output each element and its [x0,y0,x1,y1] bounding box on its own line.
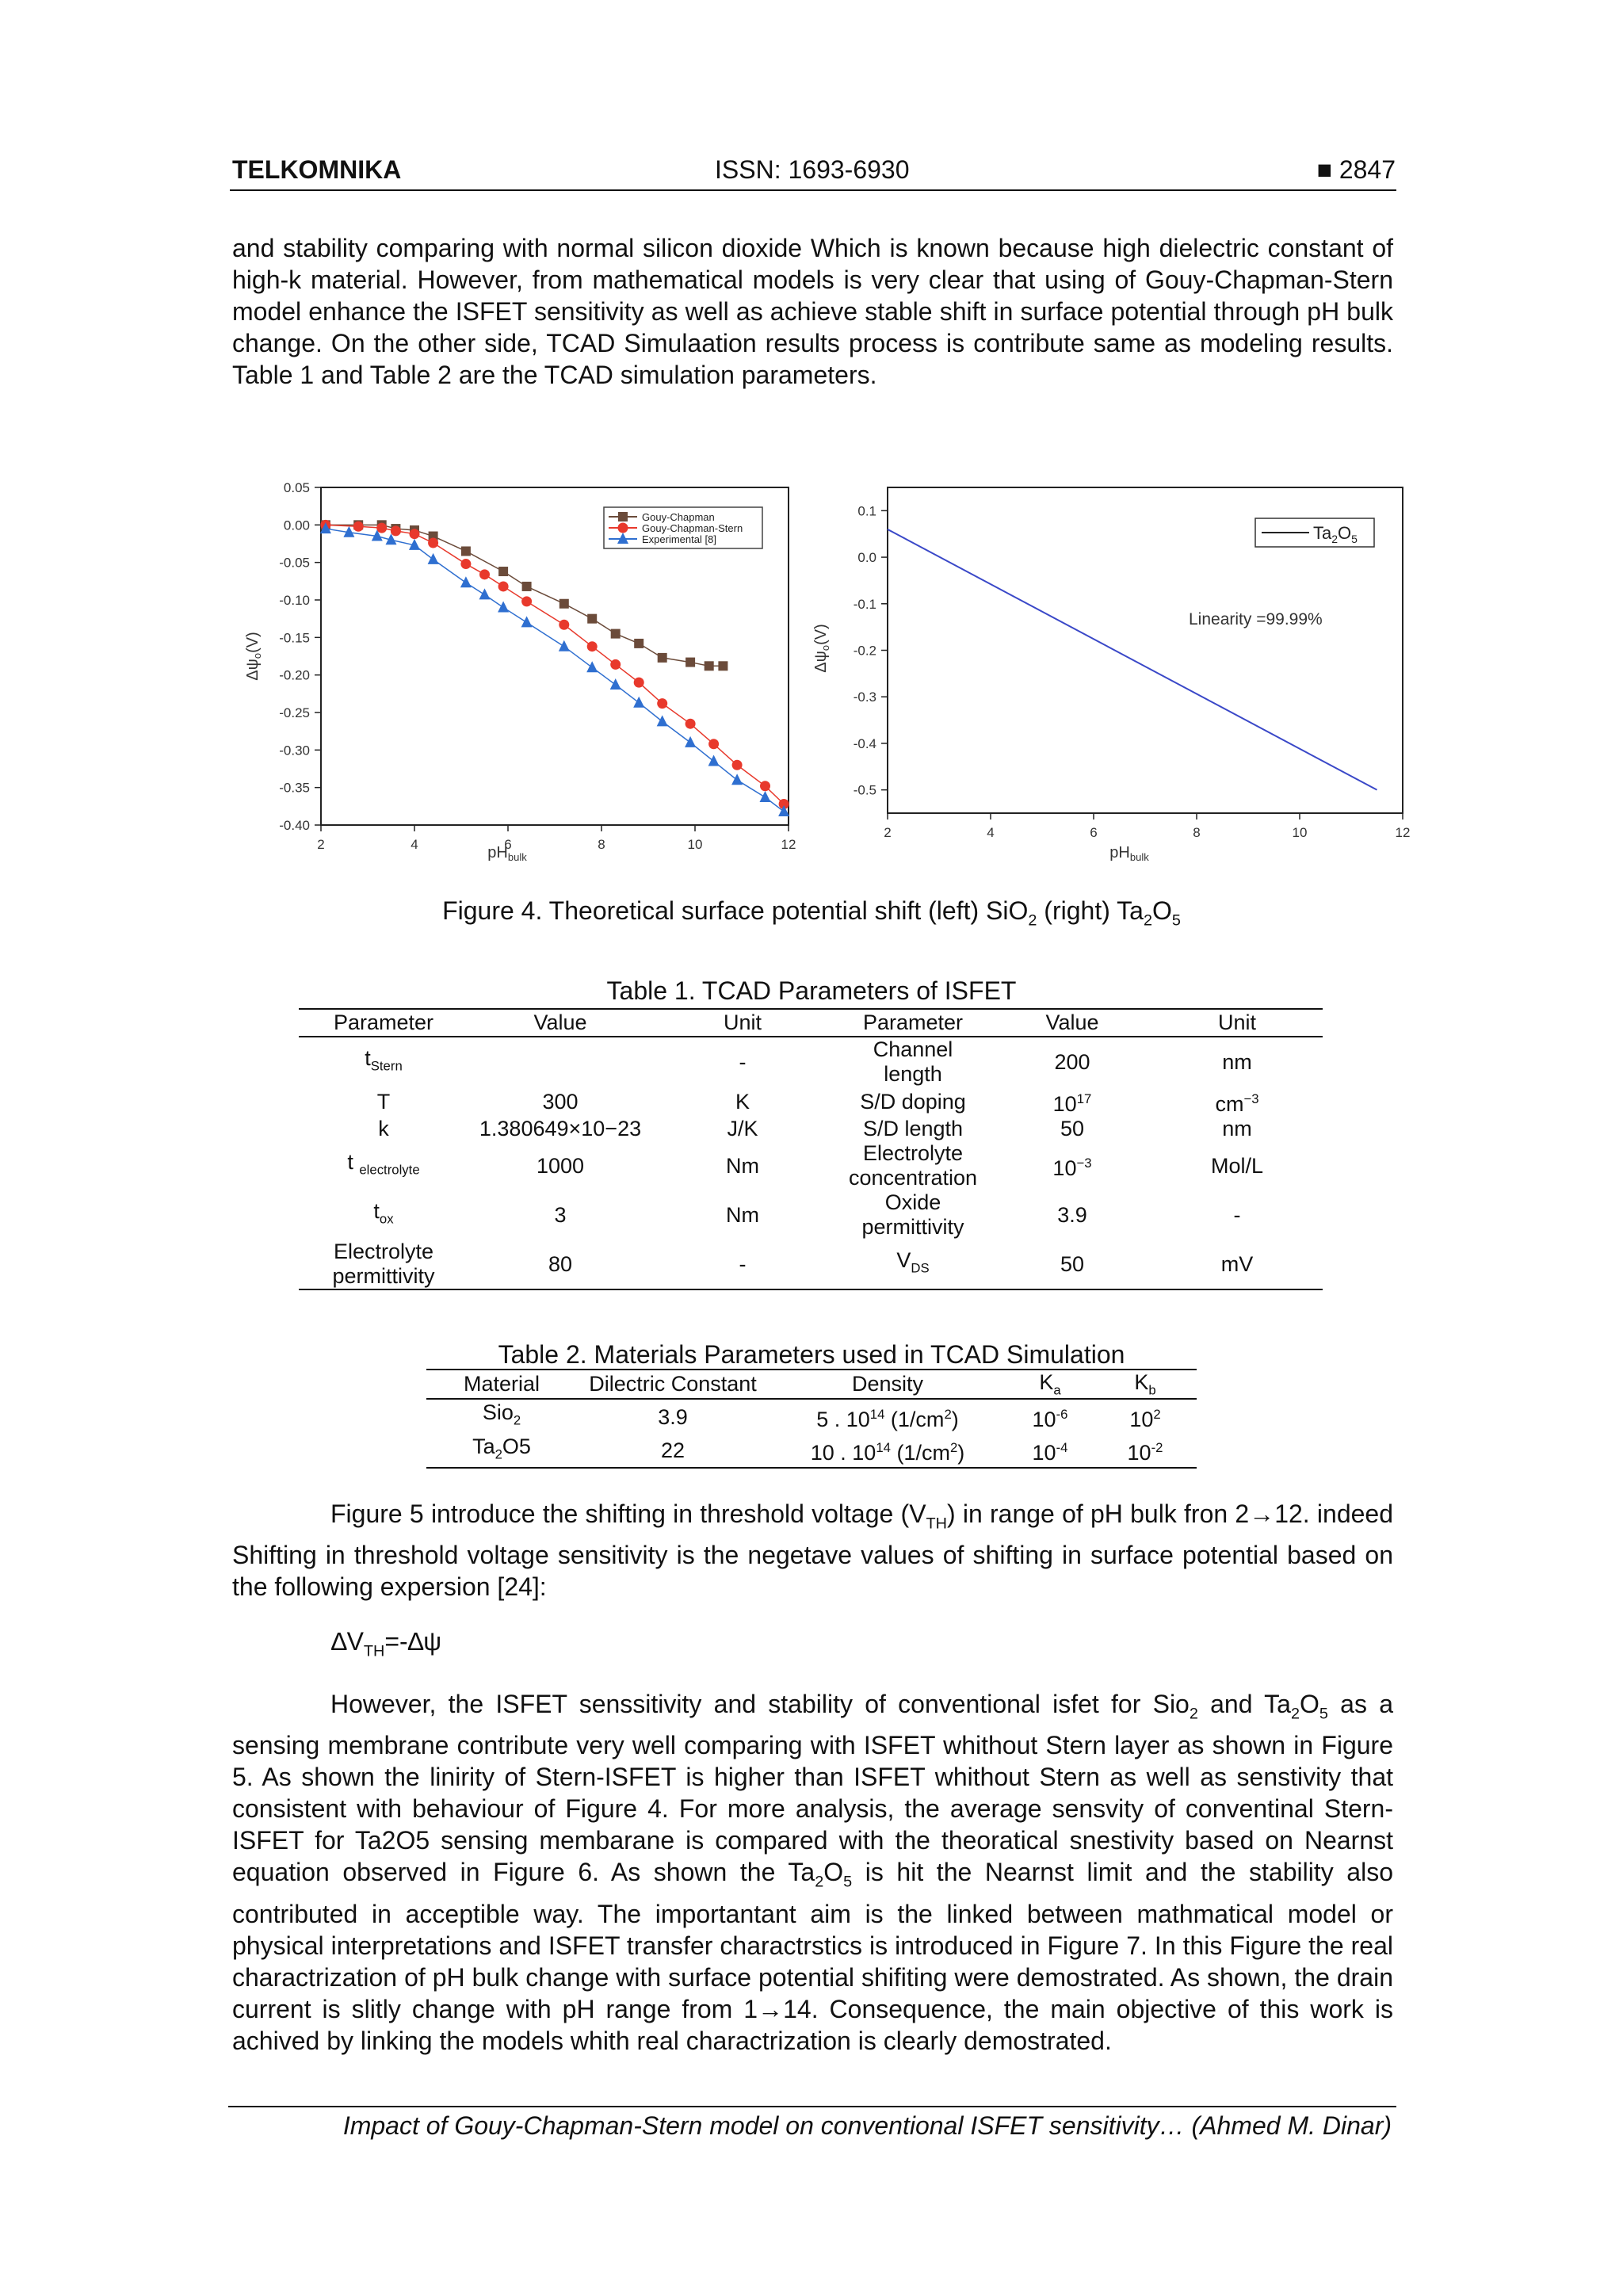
table-cell: - [739,1049,747,1074]
footer-rule [228,2106,1396,2107]
legend [604,507,762,548]
y-tick-label: 0.05 [283,480,310,495]
y-tick-label: -0.20 [279,667,310,683]
data-point-gouy-chapman [461,546,471,556]
header-rule [230,189,1396,191]
x-tick-label: 12 [781,837,796,852]
data-point-experimental-8 [731,774,743,785]
table-cell: $10^{-6}$ [1032,1406,1068,1431]
data-point-gouy-chapman-stern [587,641,598,651]
table-header: Value [468,1009,652,1037]
chart-sio2 [238,476,808,880]
table-cell: S/D doping [860,1089,966,1114]
table-cell: 50 [1060,1117,1085,1140]
table-cell: K [735,1089,750,1114]
y-tick-label: -0.40 [279,818,310,833]
table-cell: $V_{DS}$ [833,1240,993,1289]
table-cell: 200 [1054,1049,1090,1074]
data-point-gouy-chapman-stern [732,760,743,770]
x-tick-label: 2 [317,837,325,852]
table-cell [468,1037,652,1087]
y-tick-label: -0.10 [279,593,310,608]
table-row [426,1434,1197,1468]
data-point-gouy-chapman-stern [657,698,667,709]
legend-marker-gouy-chapman [618,512,628,521]
x-axis-label: $pH_{bulk}$ [487,844,527,863]
series-line-ta [888,529,1377,790]
table-cell: Electrolyte concentration [848,1141,978,1190]
body-paragraph-2: Figure 5 introduce the shifting in threshold voltage $(V_{TH})$ in range of pH bulk fron 2→12. indeed Shifting in threshold voltage sensitivity is the negetave values of shifting in surface potential based on the following expersion [24]: [232,1499,1393,1602]
y-tick-label: 0.0 [857,550,876,566]
table-header: Density [769,1370,1006,1399]
data-point-experimental-8 [460,576,472,587]
data-point-gouy-chapman-stern [410,529,420,539]
table-cell: Electrolyte permittivity [299,1240,468,1289]
table-cell: $10^{-4}$ [1006,1434,1094,1468]
table-header: Material [426,1370,577,1399]
table-cell: Nm [726,1153,759,1178]
table-cell: $t_{Stern}$ [365,1045,403,1074]
data-point-gouy-chapman-stern [460,559,471,569]
data-point-gouy-chapman [705,661,714,670]
data-point-gouy-chapman [634,639,643,648]
table-cell: Mol/L [1210,1153,1264,1178]
table-header: Unit [1151,1009,1323,1037]
table1-caption: Table 1. TCAD Parameters of ISFET [606,976,1017,1005]
chart-ta2o5 [808,476,1419,880]
data-point-gouy-chapman-stern [760,781,770,791]
x-tick-label: 8 [598,837,605,852]
table-cell: $t_{ox}$ [373,1198,394,1227]
body-paragraph-3: However, the ISFET senssitivity and stability of conventional isfet for Sio$_2$ and $Ta_2O_5$ as a sensing membrane contribute very well comparing with ISFET whithout Stern layer as shown in Figure 5. As shown the linirity of Stern-ISFET is higher than ISFET whithout Stern as well as senstivity that consistent with behaviour of Figure 4. For more analysis, the average sensvity of conventinal Stern-ISFET for Ta2O5 sensing membarane is compared with the theoratical snestivity based on Nearnst equation observed in Figure 6. As shown the $Ta_2O_5$ is hit the Nearnst limit and the stability also contributed in acceptible way. The importantant aim is the linked between mathmatical model or physical interpretations and ISFET transfer charactrstics is introduced in Figure 7. In this Figure the real charactrization of pH bulk change with surface potential shifiting were demostrated. As shown, the drain current is slitly change with pH range from 1→14. Consequence, the main objective of this work is achived by linking the models whith real charactrization is clearly demostrated. [232,1690,1394,2055]
data-point-gouy-chapman-stern [391,525,401,536]
table-row [299,1240,1323,1289]
table-header: Value [993,1009,1151,1037]
table-row [426,1399,1197,1433]
y-axis-label: $\Delta\psi_o(V)$ [812,624,831,673]
data-point-experimental-8 [685,736,696,747]
legend-marker-gouy-chapman-stern [618,523,628,533]
data-point-experimental-8 [559,640,570,651]
table-cell: T [376,1089,391,1114]
table-cell: $10^2$ [1129,1406,1161,1431]
data-point-experimental-8 [633,697,644,708]
table-cell: 50 [993,1240,1151,1289]
data-point-experimental-8 [498,601,509,612]
y-tick-label: -0.2 [853,643,876,659]
legend-label-gouy-chapman: Gouy-Chapman [642,511,715,523]
table-header: Dilectric Constant [577,1370,769,1399]
data-point-experimental-8 [610,678,621,690]
table-cell: 3 [554,1202,567,1227]
table-row [299,1141,1323,1190]
intro-paragraph: and stability comparing with normal silicon dioxide Which is known because high dielectric constant of high-k material. However, from mathematical models is very clear that using of Gouy-Chapman-Stern model enhance the ISFET sensitivity as well as achieve stable shift in surface potential through pH bulk change. On the other side, TCAD Simulaation results process is contribute same as modeling results. Table 1 and Table 2 are the TCAD simulation parameters. [232,234,1393,389]
figure-caption: Figure 4. Theoretical surface potential shift (left) SiO$_2$ (right) $Ta_2O_5$ [442,896,1181,930]
y-tick-label: -0.25 [279,705,310,720]
legend [1255,518,1374,547]
legend-label-gouy-chapman-stern: Gouy-Chapman-Stern [642,522,743,534]
table-cell: 10 . $10^{14}$ $(1/cm^2)$ [769,1434,1006,1468]
table-header: $K_b$ [1094,1370,1197,1399]
table-row [299,1117,1323,1141]
x-tick-label: 4 [987,825,995,840]
x-tick-label: 10 [687,837,703,852]
data-point-experimental-8 [657,715,668,726]
data-point-gouy-chapman-stern [428,538,438,548]
table-cell: J/K [727,1117,758,1140]
data-point-experimental-8 [708,755,720,766]
y-tick-label: -0.30 [279,743,310,758]
series-line-experimental-8 [326,529,784,812]
table-cell: - [652,1240,833,1289]
table-cell: Oxide permittivity [861,1190,964,1239]
data-point-gouy-chapman-stern [634,678,644,688]
x-tick-label: 6 [504,837,512,852]
y-tick-label: -0.3 [853,690,876,705]
issn: ISSN: 1693-6930 [715,155,910,184]
table-cell: 3.9 [1057,1202,1087,1227]
table-cell: nm [1222,1049,1252,1074]
table-cell: Nm [726,1202,759,1227]
y-tick-label: -0.1 [853,596,876,612]
page-number: ■ 2847 [1316,155,1396,184]
x-tick-label: 2 [884,825,892,840]
y-tick-label: -0.15 [279,630,310,646]
data-point-gouy-chapman [685,658,695,667]
table-cell: S/D length [862,1117,964,1140]
data-point-gouy-chapman-stern [498,581,509,591]
data-point-gouy-chapman-stern [708,739,719,749]
y-tick-label: -0.05 [279,555,310,571]
table-row [299,1037,1323,1087]
x-tick-label: 6 [1090,825,1098,840]
y-tick-label: 0.1 [857,503,876,519]
x-tick-label: 8 [1193,825,1201,840]
table-cell: Sio$_2$ [482,1400,521,1428]
data-point-experimental-8 [521,616,533,627]
y-tick-label: -0.35 [279,780,310,796]
table1 [299,1008,1323,1290]
table-row [299,1190,1323,1240]
data-point-experimental-8 [479,588,491,599]
table-header: Unit [652,1009,833,1037]
data-point-gouy-chapman [611,629,621,639]
data-point-experimental-8 [428,553,439,564]
table-header: Parameter [299,1009,468,1037]
table-cell: $10^{-3}$ [1052,1156,1092,1180]
table-header-row [299,1009,1323,1037]
legend-label-experimental-8: Experimental [8] [642,533,716,545]
data-point-gouy-chapman-stern [353,521,364,532]
linearity-annotation: Linearity =99.99% [1189,610,1323,628]
table-cell: $Ta_2O5$ [426,1434,577,1468]
legend-label-ta2o5: $Ta_2O_5$ [1313,523,1358,545]
y-tick-label: -0.5 [853,782,876,798]
table-cell: - [1233,1202,1241,1227]
table2-caption: Table 2. Materials Parameters used in TCAD Simulation [498,1340,1125,1369]
data-point-experimental-8 [760,791,771,802]
table-cell: Channel length [873,1037,953,1086]
running-footer: Impact of Gouy-Chapman-Stern model on conventional ISFET sensitivity… (Ahmed M. Dinar) [342,2111,1392,2140]
data-point-gouy-chapman [559,599,569,609]
data-point-gouy-chapman [658,653,667,663]
data-point-experimental-8 [586,661,598,672]
data-point-gouy-chapman-stern [685,719,696,729]
data-point-gouy-chapman-stern [376,523,387,533]
journal-name: TELKOMNIKA [232,155,402,184]
x-axis-label: $pH_{bulk}$ [1109,844,1149,863]
table-cell: 1000 [536,1153,585,1178]
data-point-gouy-chapman-stern [479,569,490,579]
table-cell: $cm^{-3}$ [1215,1091,1259,1116]
table2 [426,1369,1197,1469]
table-cell: 80 [468,1240,652,1289]
table-header: $K_a$ [1006,1370,1094,1399]
y-tick-label: -0.4 [853,735,876,751]
x-tick-label: 10 [1292,825,1308,840]
data-point-gouy-chapman [718,661,727,670]
data-point-gouy-chapman-stern [559,620,569,630]
y-axis-label: $\Delta\psi_o(V)$ [244,632,263,681]
table-cell: 300 [542,1089,579,1114]
x-tick-label: 12 [1395,825,1411,840]
data-point-gouy-chapman-stern [610,659,621,670]
table-header: Parameter [833,1009,993,1037]
y-tick-label: 0.00 [283,518,310,533]
table-cell: 1.380649×10−23 [479,1117,642,1140]
table-cell: mV [1151,1240,1323,1289]
table-cell: t $_{electrolyte}$ [347,1149,420,1178]
equation: $\Delta V_{TH}=-\Delta\psi$ [331,1627,442,1660]
x-tick-label: 4 [411,837,418,852]
table-cell: $10^{-2}$ [1094,1434,1197,1468]
data-point-gouy-chapman [587,614,597,624]
table-cell: nm [1222,1117,1252,1140]
table-cell: $10^{17}$ [1052,1091,1092,1116]
data-point-gouy-chapman-stern [521,596,532,606]
table-cell: k [378,1117,389,1140]
table-cell: 5 . $10^{14}$ $(1/cm^2)$ [816,1406,959,1431]
table-header-row [426,1370,1197,1399]
data-point-gouy-chapman [498,567,508,576]
table-row [299,1087,1323,1117]
data-point-gouy-chapman [522,582,532,591]
table-cell: 3.9 [658,1404,688,1429]
table-cell: 22 [577,1434,769,1468]
